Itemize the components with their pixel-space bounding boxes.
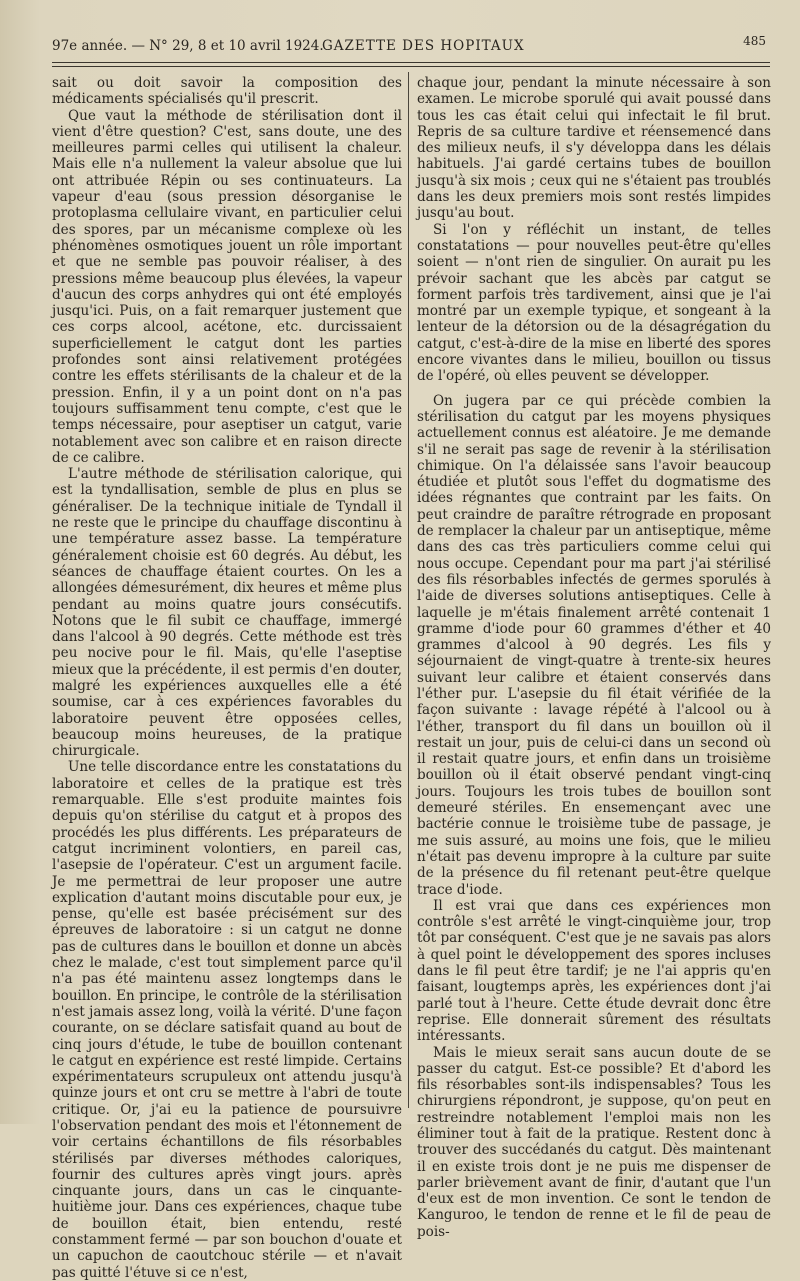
column-divider	[408, 72, 409, 1108]
right-column	[417, 75, 771, 1240]
issue-info: 97e année. — N° 29, 8 et 10 avril 1924.	[52, 38, 324, 54]
paragraph: Si l'on y réfléchit un instant, de telles constatations — pour nouvelles peut-être qu'elles soient — n'ont rien de singulier. On aurait pu les prévoir sachant que les abcès par catgut se forment parfois très tardivement, ainsi que je l'ai montré par un exemple typique, et songeant à la lenteur de la détorsion ou de la désagrégation du catgut, c'est-à-dire de la mise en liberté des spores encore vivantes dans le milieu, bouillon ou tissus de l'opéré, où elles peuvent se développer.	[417, 221, 771, 385]
page-header	[52, 34, 772, 58]
paragraph: Une telle discordance entre les constatations du laboratoire et celles de la pratique est très remarquable. Elle s'est produite maintes fois depuis qu'on stérilise du catgut et à propos des procédés les plus différents. Les préparateurs de catgut incriminent volontiers, en pareil cas, l'asepsie de l'opérateur. C'est un argument facile. Je me permettrai de leur proposer une autre explication d'autant moins discutable pour eux, je pense, qu'elle est basée précisément sur des épreuves de laboratoire : si un catgut ne donne pas de cultures dans le bouillon et donne un abcès chez le malade, c'est tout simplement parce qu'il n'a pas été maintenu assez longtemps dans le bouillon. En principe, le contrôle de la stérilisation n'est jamais assez long, voilà la vérité. D'une façon courante, on se déclare satisfait quand au bout de cinq jours d'étude, le tube de bouillon contenant le catgut en expérience est resté limpide. Certains expérimentateurs scrupuleux ont attendu jusqu'à quinze jours et ont cru se mettre à l'abri de toute critique. Or, j'ai eu la patience de poursuivre l'observation pendant des mois et l'étonnement de voir certains échantillons de fils résorbables stérilisés par diverses méthodes caloriques, fournir des cultures après vingt jours. après cinquante jours, dans un cas le cinquante-huitième jour. Dans ces expériences, chaque tube de bouillon était, bien entendu, resté constamment fermé — par son bouchon d'ouate et un capuchon de caoutchouc stérile — et n'avait pas quitté l'étuve si ce n'est,	[52, 759, 402, 1281]
page-number: 485	[743, 34, 766, 48]
paragraph: sait ou doit savoir la composition des médicaments spécialisés qu'il prescrit.	[52, 75, 402, 108]
paragraph: chaque jour, pendant la minute nécessaire à son examen. Le microbe sporulé qui avait poussé dans tous les cas était celui qui infectait le fil brut. Repris de sa culture tardive et réensemencé dans des milieux neufs, il s'y développa dans les délais habituels. J'ai gardé certains tubes de bouillon jusqu'à six mois ; ceux qui ne s'étaient pas troublés dans les deux premiers mois sont restés limpides jusqu'au bout.	[417, 75, 771, 222]
left-column	[52, 75, 402, 1281]
paragraph: Mais le mieux serait sans aucun doute de se passer du catgut. Est-ce possible? Et d'abord les fils résorbables sont-ils indispensables? Tous les chirurgiens répondront, je suppose, qu'on peut en restreindre notablement l'emploi mais non les éliminer tout à fait de la pratique. Restent donc à trouver des succédanés du catgut. Dès maintenant il en existe trois dont je ne puis me dispenser de parler brièvement avant de finir, d'autant que l'un d'eux est de mon invention. Ce sont le tendon de Kanguroo, le tendon de renne et le fil de peau de pois-	[417, 1044, 771, 1240]
paragraph: L'autre méthode de stérilisation calorique, qui est la tyndallisation, semble de plus en plus se généraliser. De la technique initiale de Tyndall il ne reste que le principe du chauffage discontinu à une température assez basse. La température généralement choisie est 60 degrés. Au début, les séances de chauffage étaient courtes. On les a allongées démesurément, dix heures et même plus pendant au moins quatre jours consécutifs. Notons que le fil subit ce chauffage, immergé dans l'alcool à 90 degrés. Cette méthode est très peu nocive pour le fil. Mais, qu'elle l'aseptise mieux que la précédente, il est permis d'en douter, malgré les expériences auxquelles elle a été soumise, car à ces expériences favorables du laboratoire peuvent être opposées celles, beaucoup moins heureuses, de la pratique chirurgicale.	[52, 466, 402, 760]
paragraph: On jugera par ce qui précède combien la stérilisation du catgut par les moyens physiques actuellement connus est aléatoire. Je me demande s'il ne serait pas sage de revenir à la stérilisation chimique. On l'a délaissée sans l'avoir beaucoup étudiée et plutôt sous l'effet du dogmatisme des idées régnantes que contraint par les faits. On peut craindre de paraître rétrograde en proposant de remplacer la chaleur par un antiseptique, même dans des cas très particuliers comme celui qui nous occupe. Cependant pour ma part j'ai stérilisé des fils résorbables infectés de germes sporulés à l'aide de diverses solutions antiseptiques. Celle à laquelle je m'étais finalement arrêté contenait 1 gramme d'iode pour 60 grammes d'éther et 40 grammes d'alcool à 90 degrés. Les fils y séjournaient de vingt-quatre à trente-six heures suivant leur calibre et étaient conservés dans l'éther pur. L'asepsie du fil était vérifiée de la façon suivante : lavage répété à l'alcool ou à l'éther, transport du fil dans un bouillon où il restait un jour, puis de celui-ci dans un second où il restait quatre jours, et enfin dans un troisième bouillon où il était observé pendant vingt-cinq jours. Toujours les trois tubes de bouillon sont demeuré stériles. En ensemençant avec une bactérie connue le troisième tube de passage, je me suis assuré, au moins une fois, que le milieu n'était pas devenu impropre à la culture par suite de la présence du fil retenant peut-être quelque trace d'iode.	[417, 392, 771, 898]
journal-title: GAZETTE DES HOPITAUX	[322, 38, 525, 54]
paragraph: Il est vrai que dans ces expériences mon contrôle s'est arrêté le vingt-cinquième jour, trop tôt par conséquent. C'est que je ne savais pas alors à quel point le développement des spores incluses dans le fil peut être tardif; je ne l'ai appris qu'en faisant, lougtemps après, les expériences dont j'ai parlé tout à l'heure. Cette étude devrait donc être reprise. Elle donnerait sûrement des résultats intéressants.	[417, 897, 771, 1045]
header-rule-top	[52, 62, 770, 63]
header-rule-bottom	[52, 66, 770, 67]
paragraph: Que vaut la méthode de stérilisation dont il vient d'être question? C'est, sans doute, une des meilleures parmi celles qui utilisent la chaleur. Mais elle n'a nullement la valeur absolue que lui ont attribuée Répin ou ses continuateurs. La vapeur d'eau (sous pression désorganise le protoplasma cellulaire vivant, en particulier celui des spores, par un mécanisme complexe où les phénomènes osmotiques jouent un rôle important et que ne semble pas pouvoir réaliser, à des pressions même beaucoup plus élevées, la vapeur d'aucun des corps anhydres qui ont été employés jusqu'ici. Puis, on a fait remarquer justement que ces corps alcool, acétone, etc. durcissaient superficiellement le catgut dont les parties profondes sont ainsi relativement protégées contre les effets stérilisants de la chaleur et de la pression. Enfin, il y a un point dont on n'a pas toujours suffisamment tenu compte, c'est que le temps nécessaire, pour aseptiser un catgut, varie notablement avec son calibre et en raison directe de ce calibre.	[52, 107, 402, 466]
